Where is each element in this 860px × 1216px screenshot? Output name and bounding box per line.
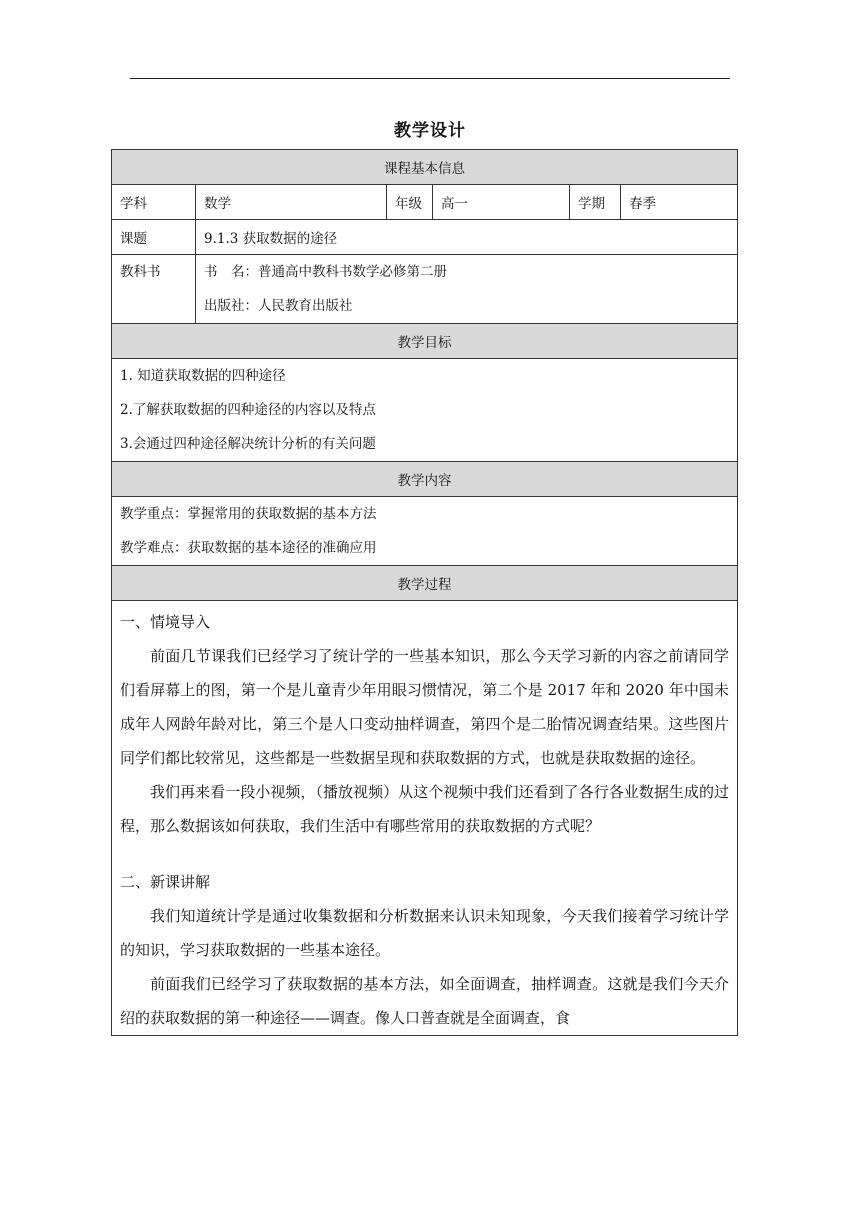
process-paragraph: 我们知道统计学是通过收集数据和分析数据来认识未知现象，今天我们接着学习统计学的知识，学习获取数据的一些基本途径。 [120,907,730,959]
textbook-label: 教科书 [120,264,161,280]
difficulty-point: 教学难点：获取数据的基本途径的准确应用 [120,540,377,556]
goal-item: 2.了解获取数据的四种途径的内容以及特点 [120,402,376,418]
process-heading-intro: 一、情境导入 [120,613,211,631]
goals-list [112,359,738,462]
topic-label: 课题 [112,220,196,255]
process-paragraph: 前面几节课我们已经学习了统计学的一些基本知识，那么今天学习新的内容之前请同学们看屏幕上的图，第一个是儿童青少年用眼习惯情况，第二个是 2017 年和 2020 年中国未成年人网龄年龄对比，第三个是人口变动抽样调查，第四个是二胎情况调查结果。这些图片同学们都比较常见，这些都是一些数据呈现和获取数据的方式，也就是获取数据的途径。 [120,647,730,767]
section-header-process: 教学过程 [112,566,738,601]
topic-value: 9.1.3 获取数据的途径 [196,220,738,255]
key-point: 教学重点：掌握常用的获取数据的基本方法 [120,506,377,522]
textbook-info [196,255,738,324]
subject-label: 学科 [112,185,196,220]
goal-item: 3.会通过四种途径解决统计分析的有关问题 [120,436,376,452]
textbook-publisher: 出版社：人民教育出版社 [204,298,353,314]
process-paragraph: 我们再来看一段小视频，（播放视频）从这个视频中我们还看到了各行各业数据生成的过程，那么数据该如何获取，我们生活中有哪些常用的获取数据的方式呢？ [120,783,730,835]
page-title: 教学设计 [394,121,466,141]
term-label: 学期 [570,185,621,220]
grade-label: 年级 [387,185,433,220]
content-block [112,497,738,566]
textbook-name: 书 名：普通高中教科书数学必修第二册 [204,264,447,280]
section-header-basic-info: 课程基本信息 [112,150,738,185]
header-rule [130,78,730,79]
term-value: 春季 [621,185,738,220]
textbook-label-cell [112,255,196,324]
section-header-content: 教学内容 [112,462,738,497]
process-block [112,601,738,1036]
subject-value: 数学 [196,185,387,220]
process-paragraph: 前面我们已经学习了获取数据的基本方法，如全面调查，抽样调查。这就是我们今天介绍的获取数据的第一种途径——调查。像人口普查就是全面调查，食 [120,975,730,1027]
goal-item: 1. 知道获取数据的四种途径 [120,368,286,384]
grade-value: 高一 [433,185,570,220]
process-heading-new-lesson: 二、新课讲解 [120,873,211,891]
lesson-plan-table [111,149,738,1036]
section-header-goals: 教学目标 [112,324,738,359]
